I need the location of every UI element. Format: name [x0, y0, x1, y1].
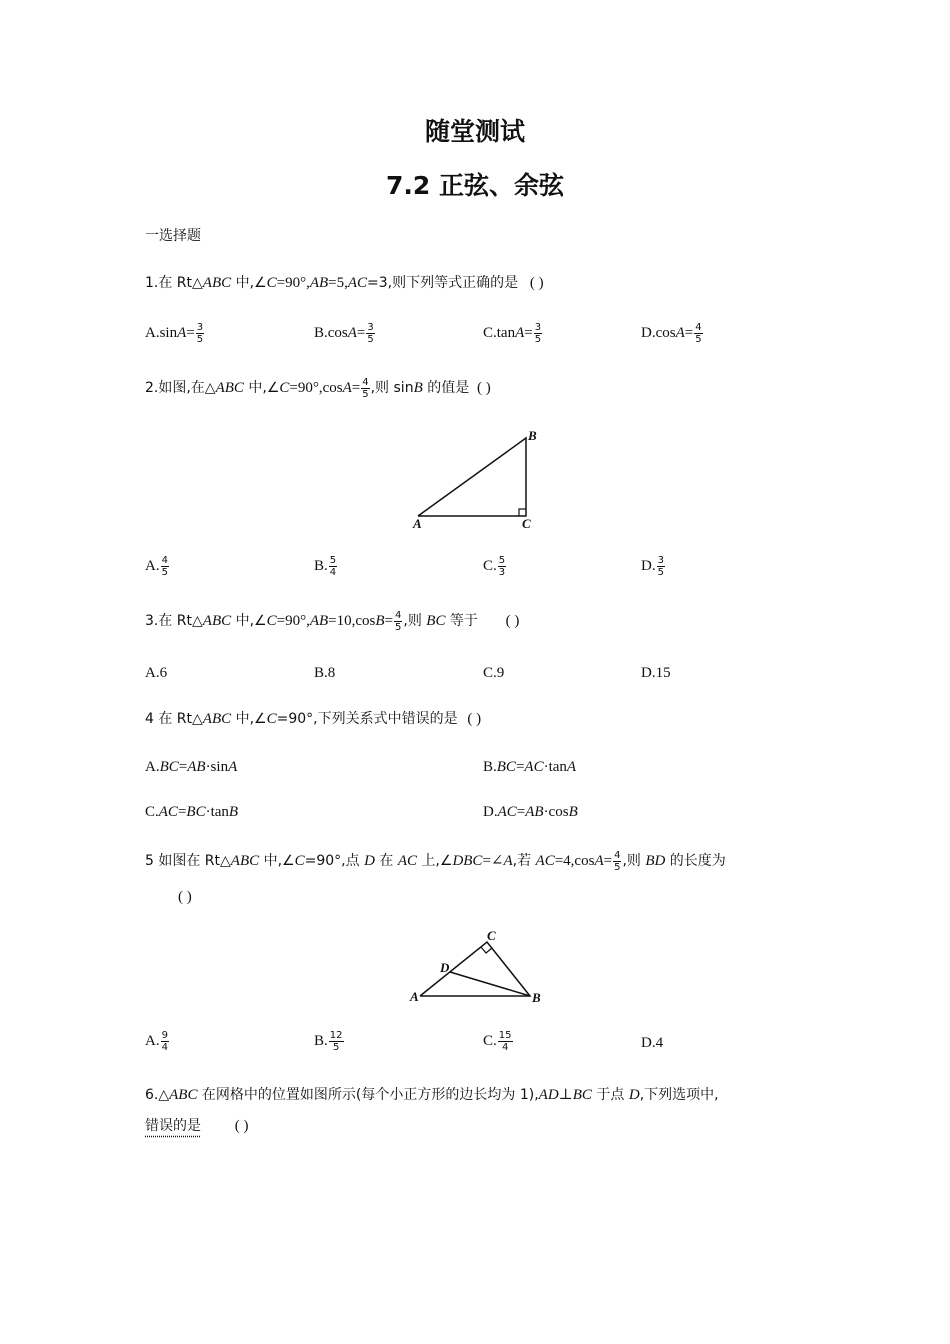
question-6-line2: 错误的是 ( ) [145, 1118, 249, 1134]
q1-option-b[interactable]: B.cosA= $\frac{3}{5}$ [314, 322, 374, 345]
q3-option-c[interactable]: C.9 [483, 665, 505, 681]
q4-option-b[interactable]: B.BC=AC·tanA [483, 759, 577, 775]
q5-option-a[interactable]: A. $\frac{9}{4}$ [145, 1030, 168, 1053]
question-1: 1.在 Rt△ABC 中,∠C=90°,AB=5,AC=3,则下列等式正确的是 ( ) [145, 275, 544, 291]
triangle-abc [420, 942, 530, 996]
label-d: D [440, 960, 450, 975]
label-c: C [522, 516, 531, 531]
section-heading: 一选择题 [145, 228, 201, 244]
q2-option-a[interactable]: A. $\frac{4}{5}$ [145, 555, 168, 578]
emphasis-wrong: 错误的是 [145, 1118, 201, 1134]
q5-option-d[interactable]: D.4 [641, 1035, 664, 1051]
question-2: 2.如图,在△ABC 中,∠C=90°,cosA= $\frac{4}{5}$ ,则 sinB 的值是 ( ) [145, 377, 491, 400]
q1-option-d[interactable]: D.cosA= $\frac{4}{5}$ [641, 322, 702, 345]
q4-option-d[interactable]: D.AC=AB·cosB [483, 804, 578, 820]
label-b: B [528, 428, 537, 443]
q5-answer-paren: ( ) [178, 889, 192, 905]
question-6: 6.△ABC 在网格中的位置如图所示(每个小正方形的边长均为 1),AD⊥BC 于点 D,下列选项中, [145, 1087, 719, 1103]
q3-option-b[interactable]: B.8 [314, 665, 336, 681]
right-angle-marker [481, 947, 492, 953]
q1-option-c[interactable]: C.tanA= $\frac{3}{5}$ [483, 322, 542, 345]
q2-option-c[interactable]: C. $\frac{5}{3}$ [483, 555, 506, 578]
q1-option-a[interactable]: A.sinA= $\frac{3}{5}$ [145, 322, 204, 345]
label-a: A [410, 989, 419, 1004]
right-angle-marker [519, 509, 526, 516]
q4-option-c[interactable]: C.AC=BC·tanB [145, 804, 239, 820]
segment-bd [450, 972, 530, 996]
q5-option-c[interactable]: C. $\frac{15}{4}$ [483, 1030, 512, 1053]
q3-option-d[interactable]: D.15 [641, 665, 671, 681]
label-b: B [532, 990, 541, 1005]
q2-option-b[interactable]: B. $\frac{5}{4}$ [314, 555, 337, 578]
q5-triangle-figure [405, 928, 555, 1008]
q2-triangle-figure [405, 425, 545, 535]
label-a: A [413, 516, 422, 531]
q2-option-d[interactable]: D. $\frac{3}{5}$ [641, 555, 664, 578]
triangle-abc [418, 438, 526, 516]
label-c: C [487, 928, 496, 943]
q5-option-b[interactable]: B. $\frac{12}{5}$ [314, 1030, 343, 1053]
question-3: 3.在 Rt△ABC 中,∠C=90°,AB=10,cosB= $\frac{4}{5}$ ,则 BC 等于 ( ) [145, 610, 520, 633]
question-4: 4 在 Rt△ABC 中,∠C=90°,下列关系式中错误的是 ( ) [145, 711, 482, 727]
q4-option-a[interactable]: A.BC=AB·sinA [145, 759, 238, 775]
q3-option-a[interactable]: A.6 [145, 665, 168, 681]
page-title: 随堂测试 [424, 117, 525, 146]
question-5: 5 如图在 Rt△ABC 中,∠C=90°,点 D 在 AC 上,∠DBC=∠A,若 AC=4,cosA= $\frac{4}{5}$ ,则 BD 的长度为 [145, 850, 726, 873]
section-title: 7.2 正弦、余弦 [386, 171, 564, 200]
